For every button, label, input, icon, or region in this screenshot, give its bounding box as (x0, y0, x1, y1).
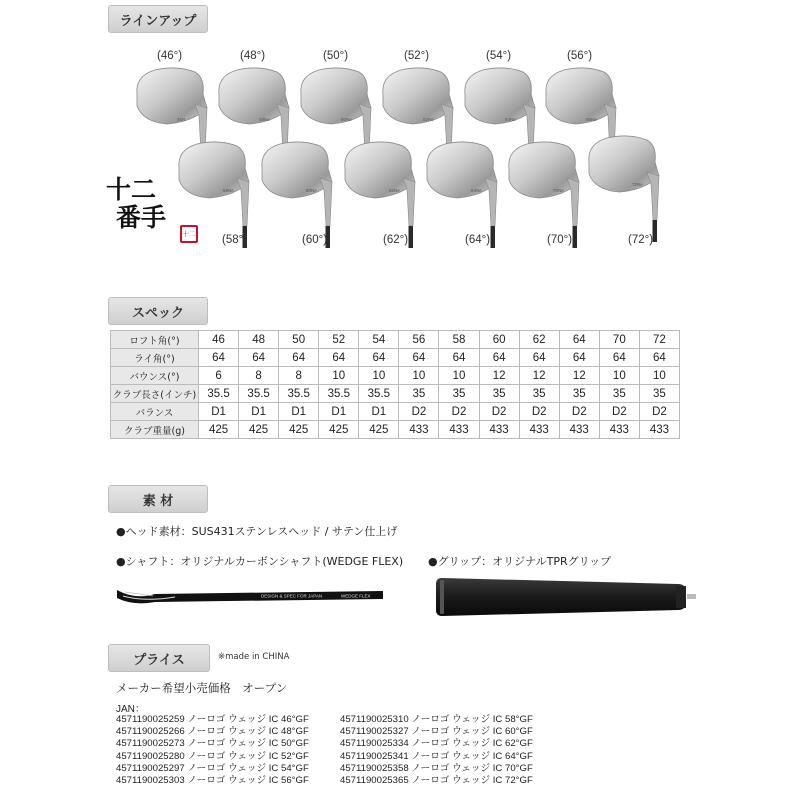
brand-logo-line2: 番手 (116, 203, 167, 232)
spec-cell: 64 (279, 349, 319, 367)
brand-seal-icon (180, 225, 198, 243)
loft-label-52: (52°) (404, 50, 430, 62)
jan-item: 4571190025358 ノーロゴ ウェッジ IC 70°GF (340, 762, 533, 774)
jan-item: 4571190025273 ノーロゴ ウェッジ IC 50°GF (116, 738, 309, 750)
spec-cell: 35.5 (279, 385, 319, 403)
loft-label-72: (72°) (628, 234, 654, 246)
spec-cell: 64 (399, 349, 439, 367)
spec-cell: 10 (639, 367, 679, 385)
spec-table (110, 330, 680, 439)
jan-label: JAN： (116, 704, 145, 715)
spec-cell: 35 (559, 385, 599, 403)
spec-row-label: バランス (111, 403, 199, 421)
spec-cell: D1 (279, 403, 319, 421)
jan-item: 4571190025280 ノーロゴ ウェッジ IC 52°GF (116, 750, 309, 762)
lineup-tab: ラインアップ (108, 5, 208, 33)
head-mark-60: 60Ne (306, 188, 317, 193)
spec-cell: 433 (479, 421, 519, 439)
spec-cell: 58 (439, 331, 479, 349)
loft-label-54: (54°) (486, 50, 512, 62)
spec-cell: 56 (399, 331, 439, 349)
spec-cell: 35.5 (319, 385, 359, 403)
spec-cell: 35 (599, 385, 639, 403)
spec-cell: 70 (599, 331, 639, 349)
head-mark-62: 62Ne (389, 188, 400, 193)
spec-cell: 46 (199, 331, 239, 349)
spec-cell: D1 (239, 403, 279, 421)
spec-cell: 425 (359, 421, 399, 439)
spec-cell: 64 (359, 349, 399, 367)
spec-cell: 10 (599, 367, 639, 385)
spec-row (111, 349, 680, 367)
spec-cell: 12 (479, 367, 519, 385)
spec-cell: D2 (639, 403, 679, 421)
head-mark-70: 70Ne (553, 188, 564, 193)
spec-cell: 64 (599, 349, 639, 367)
wedge-head-62 (341, 138, 427, 248)
head-mark-50: 50Ne (341, 117, 352, 122)
spec-cell: 425 (279, 421, 319, 439)
spec-cell: 425 (199, 421, 239, 439)
jan-item: 4571190025297 ノーロゴ ウェッジ IC 54°GF (116, 762, 309, 774)
head-mark-52: 52Ne (423, 117, 434, 122)
spec-cell: 64 (559, 331, 599, 349)
head-mark-48: 48Ne (259, 117, 270, 122)
spec-cell: 35.5 (359, 385, 399, 403)
spec-cell: D2 (439, 403, 479, 421)
spec-cell: 35.5 (199, 385, 239, 403)
jan-item: 4571190025334 ノーロゴ ウェッジ IC 62°GF (340, 738, 533, 750)
jan-list-left (116, 714, 309, 787)
spec-cell: D2 (559, 403, 599, 421)
spec-row (111, 421, 680, 439)
spec-cell: 433 (439, 421, 479, 439)
brand-logo (100, 175, 210, 245)
spec-cell: 72 (639, 331, 679, 349)
price-tab: プライス (108, 644, 210, 672)
shaft-flex-text: WEDGE FLEX (341, 593, 371, 599)
spec-cell: 64 (439, 349, 479, 367)
head-material-text: ●ヘッド素材：SUS431ステンレスヘッド / サテン仕上げ (116, 525, 398, 538)
spec-cell: 64 (319, 349, 359, 367)
shaft-print-text: DESIGN & SPEC FOR JAPAN (261, 593, 323, 599)
jan-item: 4571190025327 ノーロゴ ウェッジ IC 60°GF (340, 726, 533, 738)
spec-cell: 35 (519, 385, 559, 403)
jan-item: 4571190025365 ノーロゴ ウェッジ IC 72°GF (340, 775, 533, 787)
head-mark-46: 46N (177, 117, 186, 122)
spec-cell: D2 (479, 403, 519, 421)
grip-image (428, 572, 698, 622)
spec-cell: D1 (319, 403, 359, 421)
head-mark-58: 58Ne (223, 188, 234, 193)
spec-cell: 10 (359, 367, 399, 385)
spec-cell: 433 (639, 421, 679, 439)
spec-row (111, 403, 680, 421)
spec-cell: 35 (639, 385, 679, 403)
spec-tab: スペック (108, 297, 208, 325)
jan-item: 4571190025303 ノーロゴ ウェッジ IC 56°GF (116, 775, 309, 787)
lineup-section (0, 0, 800, 290)
loft-label-62: (62°) (383, 234, 409, 246)
spec-cell: 6 (199, 367, 239, 385)
material-tab: 素 材 (108, 485, 208, 513)
shaft-image (115, 572, 385, 622)
spec-cell: 425 (239, 421, 279, 439)
head-mark-54: 54Ne (505, 117, 516, 122)
spec-cell: 433 (399, 421, 439, 439)
spec-cell: 8 (279, 367, 319, 385)
spec-cell: 425 (319, 421, 359, 439)
spec-cell: 8 (239, 367, 279, 385)
spec-row-label: ライ角(°) (111, 349, 199, 367)
spec-cell: 10 (399, 367, 439, 385)
jan-list-right (340, 714, 533, 787)
brand-logo-line1: 十二 (106, 175, 157, 204)
spec-cell: D1 (359, 403, 399, 421)
spec-cell: 64 (559, 349, 599, 367)
spec-cell: 10 (319, 367, 359, 385)
loft-label-58: (58°) (222, 234, 248, 246)
spec-cell: 64 (479, 349, 519, 367)
head-mark-64: 64Ne (471, 188, 482, 193)
spec-cell: 60 (479, 331, 519, 349)
spec-cell: 48 (239, 331, 279, 349)
spec-row (111, 331, 680, 349)
spec-cell: 64 (239, 349, 279, 367)
spec-row (111, 385, 680, 403)
loft-label-60: (60°) (302, 234, 328, 246)
spec-cell: 50 (279, 331, 319, 349)
shaft-material-text: ●シャフト：オリジナルカーボンシャフト(WEDGE FLEX) (116, 555, 404, 568)
spec-cell: 35 (399, 385, 439, 403)
spec-cell: 433 (519, 421, 559, 439)
price-main-text: メーカー希望小売価格 オープン (116, 681, 288, 695)
spec-cell: 52 (319, 331, 359, 349)
loft-label-46: (46°) (157, 50, 183, 62)
jan-item: 4571190025341 ノーロゴ ウェッジ IC 64°GF (340, 750, 533, 762)
jan-item: 4571190025259 ノーロゴ ウェッジ IC 46°GF (116, 714, 309, 725)
loft-label-48: (48°) (240, 50, 266, 62)
loft-label-50: (50°) (323, 50, 349, 62)
spec-cell: 35 (479, 385, 519, 403)
spec-row-label: クラブ重量(g) (111, 421, 199, 439)
wedge-head-64 (423, 138, 509, 248)
spec-cell: 54 (359, 331, 399, 349)
head-mark-72: 72Ne (632, 182, 643, 187)
spec-row-label: ロフト角(°) (111, 331, 199, 349)
loft-label-56: (56°) (567, 50, 593, 62)
spec-row (111, 367, 680, 385)
spec-cell: D2 (599, 403, 639, 421)
jan-item: 4571190025310 ノーロゴ ウェッジ IC 58°GF (340, 714, 533, 725)
loft-label-70: (70°) (547, 234, 573, 246)
spec-cell: D2 (399, 403, 439, 421)
spec-cell: 433 (559, 421, 599, 439)
jan-item: 4571190025266 ノーロゴ ウェッジ IC 48°GF (116, 726, 309, 738)
made-in-note: ※made in CHINA (218, 652, 290, 662)
spec-cell: 12 (559, 367, 599, 385)
spec-cell: 10 (439, 367, 479, 385)
loft-label-64: (64°) (465, 234, 491, 246)
spec-cell: 35.5 (239, 385, 279, 403)
spec-cell: 64 (519, 349, 559, 367)
spec-cell: 12 (519, 367, 559, 385)
spec-cell: 64 (639, 349, 679, 367)
spec-cell: 62 (519, 331, 559, 349)
wedge-head-72 (585, 132, 671, 242)
wedge-head-60 (258, 138, 344, 248)
spec-row-label: クラブ長さ(インチ) (111, 385, 199, 403)
grip-material-text: ●グリップ：オリジナルTPRグリップ (428, 555, 612, 568)
spec-cell: D1 (199, 403, 239, 421)
spec-row-label: バウンス(°) (111, 367, 199, 385)
wedge-head-70 (505, 138, 591, 248)
head-mark-56: 56Ne (586, 117, 597, 122)
spec-cell: 64 (199, 349, 239, 367)
spec-cell: 35 (439, 385, 479, 403)
spec-cell: 433 (599, 421, 639, 439)
brand-seal-text: 十二 (182, 229, 196, 238)
spec-cell: D2 (519, 403, 559, 421)
